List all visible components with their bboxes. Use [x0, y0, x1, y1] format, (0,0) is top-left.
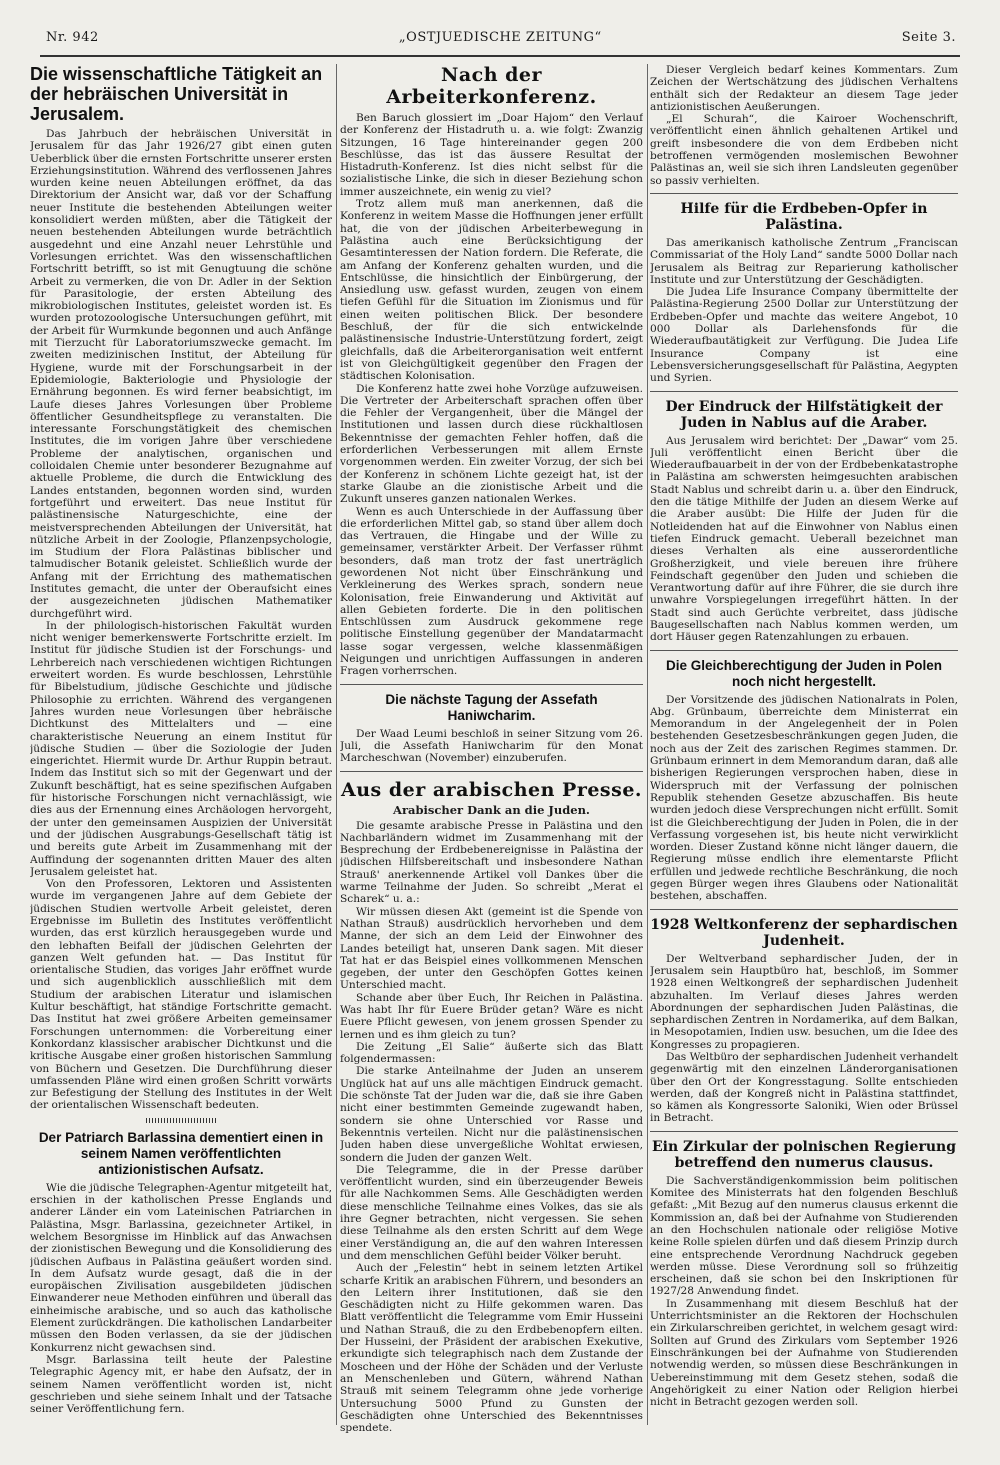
- issue-number: Nr. 942: [46, 30, 99, 45]
- article-headline: Ein Zirkular der polnischen Regierung betreffend den numerus clausus.: [652, 1138, 956, 1171]
- article-continuation: [650, 64, 958, 187]
- column-2: [340, 64, 643, 1445]
- article-separator: [340, 684, 643, 685]
- article-arbeiterkonferenz: [340, 64, 643, 678]
- article-assefath: [340, 692, 643, 765]
- article-paragraph: Wenn es auch Unterschiede in der Auffassung über die erforderlichen Mittel gab, so stand über allem doch das Vertrauen, die Hingabe und der Wille zu gemeinsamer, verstärkter Arbeit. Der Verfasser rühmt besonders, daß man trotz der fast unerträglich gewordenen Not nicht über Einschränkung und Verkleinerung des Werkes sprach, sondern neue Kolonisation, freie Einwanderung und Aktivität auf allen Gebieten forderte. Die in den politischen Entschlüssen zum Ausdruck gekommene rege politische Einstellung gegenüber der Mandatarmacht lasse sogar vergessen, welche klassenmäßigen Neigungen und unrichtigen Auffassungen in anderen Fragen vorherrschen.: [340, 505, 643, 678]
- article-paragraph: Auch der „Felestin“ hebt in seinem letzten Artikel scharfe Kritik an arabischen Führern, und besonders an den Leitern ihrer Institutionen, daß sie den Geschädigten nicht zu Hilfe gekommen waren. Das Blatt veröffentlicht die Telegramme vom Emir Husseini und Nathan Strauß, die zu den Erdbebenopfern eilten. Der Husseini, der Präsident der arabischen Exekutive, erkundigte sich telegraphisch nach dem Zustande der Moscheen und der Höhe der Schäden und der Verluste an Menschenleben und Gütern, während Nathan Strauß mit seinem Telegramm ohne jede vorherige Untersuchung 5000 Pfund zu Gunsten der Geschädigten ohne Unterschied des Bekenntnisses spendete.: [340, 1262, 643, 1435]
- article-subtitle: Arabischer Dank an die Juden.: [393, 802, 590, 817]
- article-headline: Die Gleichberechtigung der Juden in Polen noch nicht hergestellt.: [665, 657, 943, 689]
- article-separator: [650, 193, 958, 194]
- article-paragraph: Die Telegramme, die in der Presse darüber veröffentlicht wurden, sind ein überzeugender Beweis für alle Nachkommen Sems. Alle Geschädigten werden diese menschliche Teilnahme eines Volkes, das sie als ihre Gegner betrachten, nicht vergessen. Sie sehen diese Teilnahme als den ersten Schritt auf dem Wege einer Verständigung an, die auf den wahren Interessen und dem menschlichen Gefühl beider Völker beruht.: [340, 1163, 643, 1262]
- article-headline: Die wissenschaftliche Tätigkeit an der hebräischen Universität in Jerusalem.: [30, 64, 323, 124]
- article-gleichberechtigung: [650, 658, 958, 903]
- article-separator: [650, 1131, 958, 1132]
- article-separator: [340, 771, 643, 772]
- article-paragraph: Wir müssen diesen Akt (gemeint ist die Spende von Nathan Strauß) ausdrücklich hervorheben und dem Manne, der sich an dem Leid der Einwohner des Landes beteiligt hat, unseren Dank sagen. Mit dieser Tat hat er das Beispiel eines vollkommenen Menschen gegeben, der unter den Geschöpfen Gottes keinen Unterschied macht.: [340, 905, 643, 992]
- article-separator: [650, 391, 958, 392]
- article-headline: 1928 Weltkonferenz der sephardischen Judenheit.: [650, 916, 958, 949]
- column-1: [30, 64, 332, 1445]
- article-paragraph: Die starke Anteilnahme der Juden an unserem Unglück hat auf uns alle mächtigen Eindruck gemacht. Die schönste Tat der Juden war die, daß sie ihre Gaben nicht einer bestimmten Gemeinde zugewandt haben, sondern sie ohne Unterschied vor Rasse und Bekenntnis verteilen. Nicht nur die palästinensischen Juden haben diese unvergeßliche Wohltat erwiesen, sondern die Juden der ganzen Welt.: [340, 1065, 643, 1164]
- newspaper-title: „OSTJUEDISCHE ZEITUNG“: [398, 30, 602, 45]
- article-paragraph: Die Judea Life Insurance Company übermittelte der Palästina-Regierung 2500 Dollar zur Unterstützung der Erdbeben-Opfer und machte das weitere Angebot, 10 000 Dollar als Darlehensfonds für die Wiederaufbautätigkeit zur Verfügung. Die Judea Life Insurance Company ist eine Lebensversicherungsgesellschaft für Palästina, Aegypten und Syrien.: [650, 286, 958, 385]
- article-paragraph: Die gesamte arabische Presse in Palästina und den Nachbarländern widmet im Zusammenhang mit der Besprechung der Erdbebenereignisse in Palästina der jüdischen Hilfsbereitschaft und insbesondere Nathan Strauß' anerkennende Artikel voll Dankes über die warme Teilnahme der Juden. So schreibt „Merat el Scharek“ u. a.:: [340, 819, 643, 906]
- page-header: [46, 30, 956, 52]
- article-paragraph: Das amerikanisch katholische Zentrum „Franciscan Commissariat of the Holy Land“ sandte 5000 Dollar nach Jerusalem als Beitrag zur Reparierung katholischer Institute und zur Unterstützung der Geschädigten.: [650, 236, 958, 286]
- article-separator: [650, 909, 958, 910]
- article-paragraph: Ben Baruch glossiert im „Doar Hajom“ den Verlauf der Konferenz der Histadruth u. a. wie folgt: Zwanzig Sitzungen, 16 Tage hintereinander gegen 200 Beschlüsse, das ist das äussere Resultat der Histadruth-Konferenz. Ist dies nicht selbst für die sozialistische Linke, die sich in dieser Beziehung schon immer auszeichnete, ein wenig zu viel?: [340, 112, 643, 198]
- article-erdbeben-hilfe: [650, 201, 958, 385]
- article-headline: Nach der Arbeiterkonferenz.: [386, 64, 597, 108]
- article-separator: [650, 650, 958, 651]
- article-headline: Der Eindruck der Hilfstätigkeit der Juden in Nablus auf die Araber.: [665, 398, 943, 431]
- article-headline: Hilfe für die Erdbeben-Opfer in Palästina.: [680, 200, 928, 233]
- header-rule: [40, 55, 960, 57]
- article-paragraph: Aus Jerusalem wird berichtet: Der „Dawar“ vom 25. Juli veröffentlicht einen Bericht über die Wiederaufbauarbeit in der von der Erdbebenkatastrophe in Palästina am schwersten heimgesuchten arabischen Stadt Nablus und schreibt darin u. a. über den Eindruck, den die tätige Mithilfe der Juden an diesem Werke auf die Araber ausübt: Die Hilfe der Juden für die Notleidenden hat auf die Einwohner von Nablus einen tiefen Eindruck gemacht. Ueberall bezeichnet man dieses Verhalten als eine ausserordentliche Großherzigkeit, und viele bereuen ihre frühere Feindschaft gegenüber den Juden und schieben die Verantwortung dafür auf ihre Führer, die sie durch ihre unwahre Vorspiegelungen irregeführt hätten. In der Stadt sind auch Gerüchte verbreitet, dass jüdische Baugesellschaften nach Nablus kommen werden, um dort Häuser gegen Ratenzahlungen zu erbauen.: [650, 434, 958, 644]
- article-paragraph: „El Schurah“, die Kairoer Wochenschrift, veröffentlicht einen ähnlich gehaltenen Artikel und greift insbesondere die von dem Erdbeben nicht betroffenen vermögenden moslemischen Bewohner Palästinas an, weil sie sich ihren Landsleuten gegenüber so passiv verhielten.: [650, 113, 958, 187]
- article-paragraph: Von den Professoren, Lektoren und Assistenten wurde im vergangenen Jahre auf dem Gebiete der jüdischen Studien wertvolle Arbeit geleistet, deren Ergebnisse im Bulletin des Institutes veröffentlicht wurden, das erst kürzlich herausgegeben wurde und den lebhaften Beifall der jüdischen Gelehrten der ganzen Welt gefunden hat. — Das Institut für orientalische Studien, das voriges Jahr eröffnet wurde und sich augenblicklich ausschließlich mit dem Studium der arabischen Literatur und islamischen Kultur beschäftigt, hat ständige Fortschritte gemacht. Das Institut hat zwei größere Arbeiten gemeinsamer Forschungen unternommen: die Vorbereitung einer Konkordanz klassischer arabischer Dichtkunst und die kritische Ausgabe einer großen historischen Sammlung von Büchern und Gesetzen. Die Durchführung dieser umfassenden Pläne wird einen großen Schritt vorwärts zur Befestigung der Stellung des Institutes in der Welt der orientalischen Wissenschaft bedeuten.: [30, 878, 332, 1112]
- article-nablus: [650, 399, 958, 644]
- article-paragraph: Schande aber über Euch, Ihr Reichen in Palästina. Was habt Ihr für Euere Brüder getan? Wäre es nicht Euere Pflicht gewesen, von jenem grossen Spender zu lernen und es ihm gleich zu tun?: [340, 991, 643, 1041]
- article-arabische-presse: [340, 779, 643, 1435]
- article-separator: [146, 1118, 216, 1123]
- column-3: [650, 64, 958, 1445]
- column-rule-2: [647, 64, 648, 1425]
- article-barlassina: [30, 1130, 332, 1416]
- article-paragraph: Trotz allem muß man anerkennen, daß die Konferenz in weitem Masse die Hoffnungen jener erfüllt hat, die von der jüdischen Arbeiterbewegung in Palästina auch eine Berücksichtigung der Gesamtinteressen der Nation fordern. Die Referate, die am Anfang der Konferenz gehalten wurden, und die Entschlüsse, die hinsichtlich der Einbürgerung, der Ansiedlung usw. gefasst wurden, zeugen von einem tiefen Gefühl für die Situation im Zionismus und für einen weiten politischen Blick. Der besondere Beschluß, der für die sich entwickelnde palästinensische Industrie-Unterstützung fordert, zeigt gleichfalls, daß die Arbeiterorganisation weit entfernt ist von Gleichgültigkeit gegenüber den Fragen der städtischen Kolonisation.: [340, 198, 643, 383]
- article-paragraph: Das Jahrbuch der hebräischen Universität in Jerusalem für das Jahr 1926/27 gibt einen guten Ueberblick über die ernsten Fortschritte unserer ersten Erziehungsinstitution. Während des verflossenen Jahres wurden keine neuen Abteilungen eröffnet, da das Direktorium der Ansicht war, daß vor der Schaffung neuer Institute die bestehenden Abteilungen weiter konsolidiert werden müßten, aber die Tätigkeit der neuen bestehenden Abteilungen wurde beträchtlich ausgedehnt und eine Anzahl neuer Lehrstühle und Vorlesungen errichtet. Was den wissenschaftlichen Fortschritt betrifft, so ist mit Genugtuung die schöne Arbeit zu vermerken, die von Dr. Adler in der Sektion für Parasitologie, der ersten Abteilung des mikrobiologischen Institutes, geleistet worden ist. Es wurden protozoologische Untersuchungen geführt, mit der Arbeit für Wurmkunde begonnen und auch Anfänge mit Tierzucht für Laboratoriumszwecke gemacht. Im zweiten medizinischen Institut, der Abteilung für Hygiene, wurde mit der Forschungsarbeit in der Epidemiologie, Bakteriologie und Physiologie der Ernährung begonnen. Es wird ferner beabsichtigt, im Laufe dieses Jahres Vorlesungen über Probleme öffentlicher Gesundheitspflege zu veranstalten. Die interessante Forschungstätigkeit des chemischen Institutes, die im vorigen Jahre über verschiedene Probleme der analytischen, organischen und colloidalen Chemie unter besonderer Bezugnahme auf aktuelle Probleme, die durch die Entwicklung des Landes entstanden, begonnen worden sind, wurden fortgeführt und erweitert. Das neue Institut für palästinensische Naturgeschichte, eine der meistversprechenden Abteilungen der Universität, hat nützliche Arbeit in der Zoologie, Pflanzenpsychologie, im Studium der Flora Palästinas biblischer und talmudischer Botanik geleistet. Schließlich wurde der Anfang mit der Errichtung des mathematischen Institutes gemacht, die unter der Oberaufsicht eines der ausgezeichneten jüdischen Mathematiker durchgeführt wird.: [30, 128, 332, 620]
- article-paragraph: Wie die jüdische Telegraphen-Agentur mitgeteilt hat, erschien in der katholischen Presse Englands und anderer Länder ein vom Lateinischen Patriarchen in Palästina, Msgr. Barlassina, gezeichneter Artikel, in welchem Besorgnisse im Hinblick auf das Anwachsen der zionistischen Bewegung und die Konsolidierung des jüdischen Aufbaus in Palästina geäußert worden sind. In dem Aufsatz wurde gesagt, daß die in der europäischen Zivilisation ausgebildeten jüdischen Einwanderer neue Methoden einführen und überall das einheimische arabische, und so auch das katholische Element zurückdrängen. Die katholischen Landarbeiter müssen den Boden verlassen, da sie der jüdischen Konkurrenz nicht gewachsen sind.: [30, 1181, 332, 1354]
- article-paragraph: In Zusammenhang mit diesem Beschluß hat der Unterrichtsminister an die Rektoren der Hochschulen ein Zirkularschreiben gerichtet, in welchem gesagt wird: Sollten auf Grund des Zirkulars vom September 1926 Einschränkungen bei der Aufnahme von Studierenden notwendig werden, so müssen diese Beschränkungen in Uebereinstimmung mit dem Gesetz stehen, sodaß die Angehörigkeit zu einer Nation oder Religion hierbei nicht in Betracht gezogen werden soll.: [650, 1297, 958, 1409]
- article-weltkonferenz: [650, 917, 958, 1125]
- article-paragraph: Die Konferenz hatte zwei hohe Vorzüge aufzuweisen. Die Vertreter der Arbeiterschaft sprachen offen über die Fehler der Vergangenheit, über die Mängel der Institutionen und lassen durch diese rückhaltlosen Bekenntnisse der gemachten Fehler hoffen, daß die erforderlichen Verbesserungen mit allem Ernste vorgenommen werden. Ein zweiter Vorzug, der sich bei der Konferenz in schönem Lichte gezeigt hat, ist der starke Glaube an die zionistische Arbeit und die Zukunft unseres ganzen nationalen Werkes.: [340, 382, 643, 506]
- article-paragraph: Der Weltverband sephardischer Juden, der in Jerusalem sein Hauptbüro hat, beschloß, im Sommer 1928 einen Weltkongreß der sephardischen Judenheit abzuhalten. Im Verlauf dieses Jahres werden Abordnungen der sephardischen Juden Palästinas, die sephardischen Zentren in Nordamerika, auf dem Balkan, in Mesopotamien, Indien usw. besuchen, um die Idee des Kongresses zu propagieren.: [650, 952, 958, 1051]
- article-paragraph: Das Weltbüro der sephardischen Judenheit verhandelt gegenwärtig mit den einzelnen Länderorganisationen über den Ort der Kongresstagung. Sollte entschieden werden, daß der Kongreß nicht in Palästina stattfindet, so kämen als Kongressorte Saloniki, Wien oder Brüssel in Betracht.: [650, 1051, 958, 1125]
- article-paragraph: In der philologisch-historischen Fakultät wurden nicht weniger bemerkenswerte Fortschritte erzielt. Im Institut für jüdische Studien ist der Forschungs- und Lehrbereich nach verschiedenen wichtigen Richtungen erweitert worden. Es wurde beschlossen, Lehrstühle für Bibelstudium, jüdische Geschichte und jüdische Philosophie zu errichten. Während des vergangenen Jahres wurden neue Vorlesungen über hebräische Dichtkunst des Mittelalters und — eine charakteristische Neuerung an einem Institut für jüdische Studien — über die Soziologie der Juden eingerichtet. Hiermit wurde Dr. Arthur Ruppin betraut. Indem das Institut sich so mit der Gegenwart und der Zukunft beschäftigt, hat es seine spezifischen Aufgaben für historische Forschungen nicht vernachlässigt, wie dies aus der Ernennung eines Archäologen hervorgeht, der unter den gemeinsamen Auspizien der Universität und der jüdischen Ausgrabungs-Gesellschaft tätig ist und bereits gute Arbeit im Zusammenhang mit der Auffindung der sogenannten dritten Mauer des alten Jerusalem geleistet hat.: [30, 619, 332, 878]
- article-paragraph: Die Zeitung „El Salie“ äußerte sich das Blatt folgendermassen:: [340, 1040, 643, 1066]
- article-paragraph: Dieser Vergleich bedarf keines Kommentars. Zum Zeichen der Wertschätzung des jüdischen Verhaltens enthält sich der Redakteur an diesem Tage jeder antizionistischen Aeußerungen.: [650, 64, 958, 113]
- article-paragraph: Die Sachverständigenkommission beim politischen Komitee des Ministerrats hat den folgenden Beschluß gefaßt: „Mit Bezug auf den numerus clausus erkennt die Kommission an, daß bei der Aufnahme von Studierenden an den Hochschulen nationale oder religiöse Motive keine Rolle spielen dürfen und daß diesem Prinzip durch eine entsprechende Verordnung Nachdruck gegeben werden müsse. Diese Verordnung soll so frühzeitig erscheinen, daß sie schon bei den Inskriptionen für 1927/28 Anwendung findet.: [650, 1174, 958, 1298]
- article-paragraph: Msgr. Barlassina teilt heute der Palestine Telegraphic Agency mit, er habe den Aufsatz, der in seinem Namen veröffentlicht worden ist, nicht geschrieben und siehe seinem Inhalt und der Tatsache seiner Veröffentlichung fern.: [30, 1353, 332, 1416]
- article-paragraph: Der Vorsitzende des jüdischen Nationalrats in Polen, Abg. Grünbaum, überreichte dem Ministerrat ein Memorandum in der Angelegenheit der in Polen bestehenden Gesetzesbeschränkungen gegen Juden, die noch aus der Zeit des zarischen Regimes stammen. Dr. Grünbaum erinnert in dem Memorandum daran, daß alle bisherigen Regierungen versprochen haben, diese in Widerspruch mit der Verfassung der polnischen Republik stehenden Gesetze abzuschaffen. Bis heute wurden jedoch diese Versprechungen nicht erfüllt. Somit ist die Gleichberechtigung der Juden in Polen, die in der Verfassung vorgesehen ist, bis heute nicht verwirklicht worden. Dieser Zustand könne nicht länger dauern, die Regierung müsse endlich ihre elementarste Pflicht erfüllen und jedwede rechtliche Beschränkung, die noch gegen Bürger wegen ihres Glaubens oder Nationalität bestehen, abschaffen.: [650, 693, 958, 903]
- page-number: Seite 3.: [901, 30, 956, 45]
- column-rule-1: [336, 64, 337, 1425]
- article-university: [30, 64, 332, 1112]
- article-numerus-clausus: [650, 1139, 958, 1409]
- article-headline: Die nächste Tagung der Assefath Haniwcharim.: [385, 691, 598, 723]
- article-paragraph: Der Waad Leumi beschloß in seiner Sitzung vom 26. Juli, die Assefath Haniwcharim für den Monat Marcheschwan (November) einzuberufen.: [340, 727, 643, 765]
- article-headline: Aus der arabischen Presse.: [340, 778, 643, 801]
- article-headline: Der Patriarch Barlassina dementiert einen in seinem Namen veröffentlichten antizionistischen Aufsatz.: [38, 1129, 324, 1177]
